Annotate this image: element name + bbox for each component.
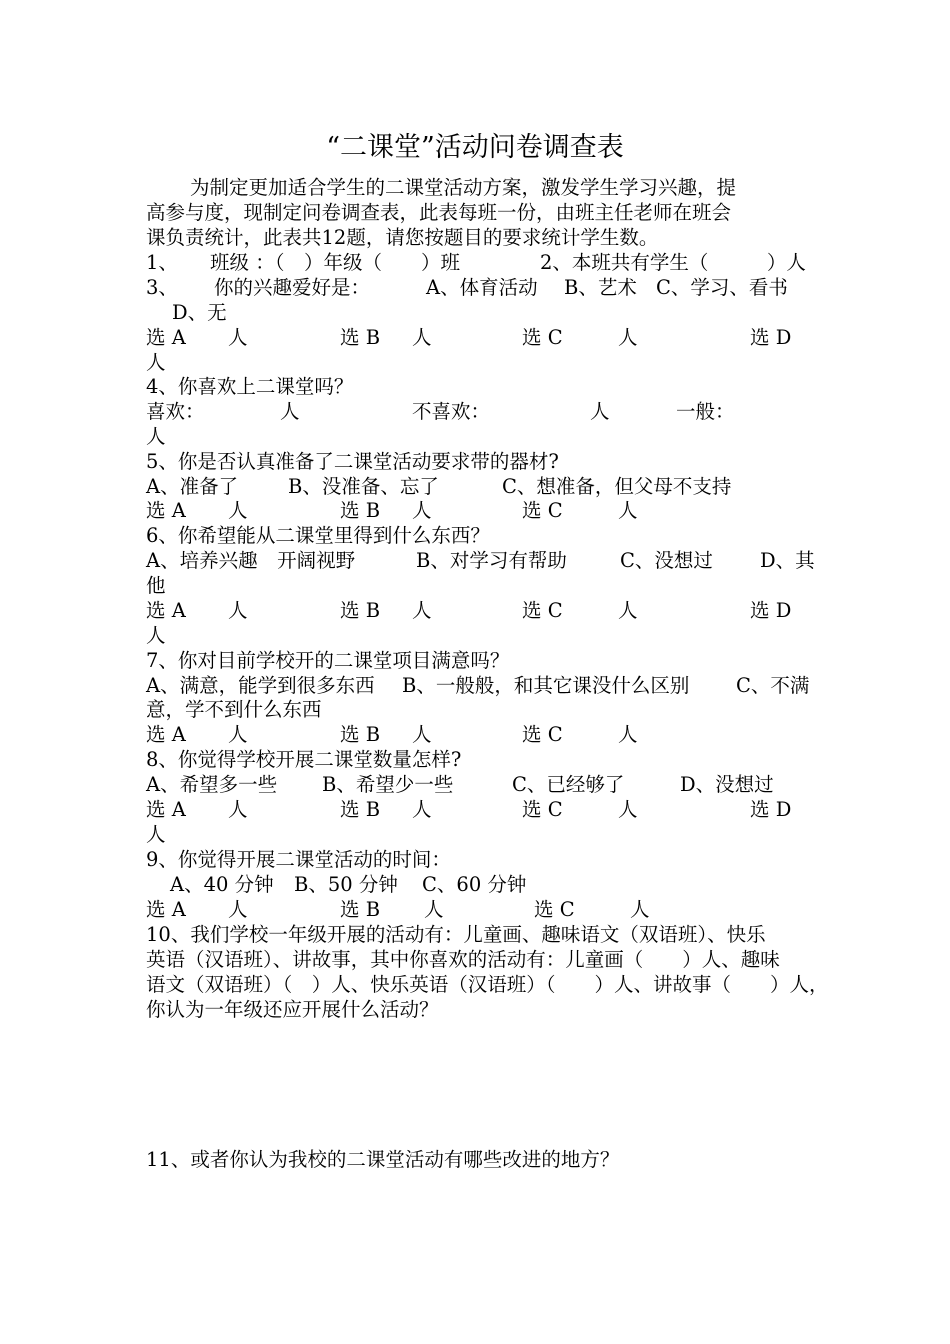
q7-option-a: A、满意，能学到很多东西 <box>146 674 375 697</box>
q10-line-1: 10、我们学校一年级开展的活动有：儿童画、趣味语文（双语班）、快乐 <box>146 923 766 946</box>
q9-option-b: B、50 分钟 <box>294 873 398 896</box>
tally-a: 选 A <box>146 326 186 349</box>
tally-d: 选 D <box>750 326 792 349</box>
q5-option-a: A、准备了 <box>146 475 239 498</box>
tally-unit: 人 <box>412 326 432 349</box>
tally-unit: 人 <box>630 898 650 921</box>
tally-unit: 人 <box>424 898 444 921</box>
tally-c: 选 C <box>522 499 563 522</box>
tally-unit: 人 <box>412 798 432 821</box>
q9-option-a: A、40 分钟 <box>170 873 274 896</box>
tally-unit: 人 <box>412 599 432 622</box>
tally-unit: 人 <box>618 599 638 622</box>
q9-question: 9、你觉得开展二课堂活动的时间： <box>146 848 451 871</box>
q3-option-d: D、无 <box>172 301 227 324</box>
q10-line-3: 语文（双语班）（ ）人、快乐英语（汉语班）（ ）人、讲故事（ ）人， <box>146 973 829 996</box>
q3-option-b: B、艺术 <box>564 276 637 299</box>
q8-option-c: C、已经够了 <box>512 773 625 796</box>
q5-question: 5、你是否认真准备了二课堂活动要求带的器材? <box>146 450 559 473</box>
tally-unit: 人 <box>228 798 248 821</box>
q11-question: 11、或者你认为我校的二课堂活动有哪些改进的地方？ <box>146 1148 620 1171</box>
tally-unit: 人 <box>618 326 638 349</box>
tally-d: 选 D <box>750 599 792 622</box>
q6-option-d-wrap: 他 <box>146 574 166 597</box>
q4-like: 喜欢： <box>146 400 205 423</box>
tally-d: 选 D <box>750 798 792 821</box>
tally-b: 选 B <box>340 798 381 821</box>
q10-line-4: 你认为一年级还应开展什么活动？ <box>146 998 439 1021</box>
intro-line-2: 高参与度，现制定问卷调查表，此表每班一份，由班主任老师在班会 <box>146 201 732 224</box>
q5-option-c: C、想准备，但父母不支持 <box>502 475 732 498</box>
tally-unit: 人 <box>146 351 166 374</box>
tally-unit: 人 <box>228 499 248 522</box>
intro-line-1: 为制定更加适合学生的二课堂活动方案，激发学生学习兴趣，提 <box>190 176 737 199</box>
q6-option-c: C、没想过 <box>620 549 713 572</box>
q8-option-a: A、希望多一些 <box>146 773 278 796</box>
tally-unit: 人 <box>228 599 248 622</box>
tally-c: 选 C <box>522 798 563 821</box>
tally-unit: 人 <box>146 624 166 647</box>
tally-unit: 人 <box>412 499 432 522</box>
tally-c: 选 C <box>522 723 563 746</box>
q4-question: 4、你喜欢上二课堂吗？ <box>146 375 354 398</box>
tally-c: 选 C <box>534 898 575 921</box>
tally-c: 选 C <box>522 599 563 622</box>
q3-number: 3、 <box>146 276 178 299</box>
tally-unit: 人 <box>280 400 300 423</box>
tally-c: 选 C <box>522 326 563 349</box>
tally-b: 选 B <box>340 723 381 746</box>
q8-option-d: D、没想过 <box>680 773 774 796</box>
q2-student-count: 2、本班共有学生（ ）人 <box>540 251 806 274</box>
q1-class-field: 班级 ：（ ）年级（ ）班 <box>210 251 460 274</box>
tally-unit: 人 <box>618 499 638 522</box>
q1-number: 1、 <box>146 251 178 274</box>
tally-unit: 人 <box>146 425 166 448</box>
q7-option-b: B、一般般，和其它课没什么区别 <box>402 674 690 697</box>
page-title: “二课堂”活动问卷调查表 <box>326 132 624 163</box>
tally-unit: 人 <box>618 723 638 746</box>
q6-question: 6、你希望能从二课堂里得到什么东西？ <box>146 524 490 547</box>
tally-a: 选 A <box>146 599 186 622</box>
intro-line-3: 课负责统计，此表共12题，请您按题目的要求统计学生数。 <box>146 226 659 249</box>
q6-option-d: D、其 <box>760 549 815 572</box>
q9-option-c: C、60 分钟 <box>422 873 527 896</box>
tally-b: 选 B <box>340 599 381 622</box>
tally-unit: 人 <box>228 898 248 921</box>
tally-unit: 人 <box>412 723 432 746</box>
tally-unit: 人 <box>228 723 248 746</box>
q3-option-c: C、学习、看书 <box>656 276 788 299</box>
q7-question: 7、你对目前学校开的二课堂项目满意吗？ <box>146 649 510 672</box>
q4-dislike: 不喜欢： <box>412 400 491 423</box>
tally-b: 选 B <box>340 898 381 921</box>
tally-unit: 人 <box>618 798 638 821</box>
q5-option-b: B、没准备、忘了 <box>288 475 439 498</box>
q7-option-c-wrap: 意，学不到什么东西 <box>146 698 322 721</box>
q7-option-c: C、不满 <box>736 674 810 697</box>
tally-unit: 人 <box>590 400 610 423</box>
tally-a: 选 A <box>146 798 186 821</box>
q10-line-2: 英语（汉语班）、讲故事，其中你喜欢的活动有：儿童画（ ）人、趣味 <box>146 948 780 971</box>
tally-b: 选 B <box>340 326 381 349</box>
tally-a: 选 A <box>146 723 186 746</box>
q8-question: 8、你觉得学校开展二课堂数量怎样? <box>146 748 462 771</box>
q3-option-a: A、体育活动 <box>426 276 538 299</box>
q6-option-b: B、对学习有帮助 <box>416 549 567 572</box>
tally-unit: 人 <box>228 326 248 349</box>
q6-option-a: A、培养兴趣 开阔视野 <box>146 549 356 572</box>
q4-neutral: 一般： <box>676 400 735 423</box>
tally-b: 选 B <box>340 499 381 522</box>
tally-a: 选 A <box>146 898 186 921</box>
tally-unit: 人 <box>146 823 166 846</box>
q3-question: 你的兴趣爱好是： <box>214 276 371 299</box>
tally-a: 选 A <box>146 499 186 522</box>
q8-option-b: B、希望少一些 <box>322 773 454 796</box>
